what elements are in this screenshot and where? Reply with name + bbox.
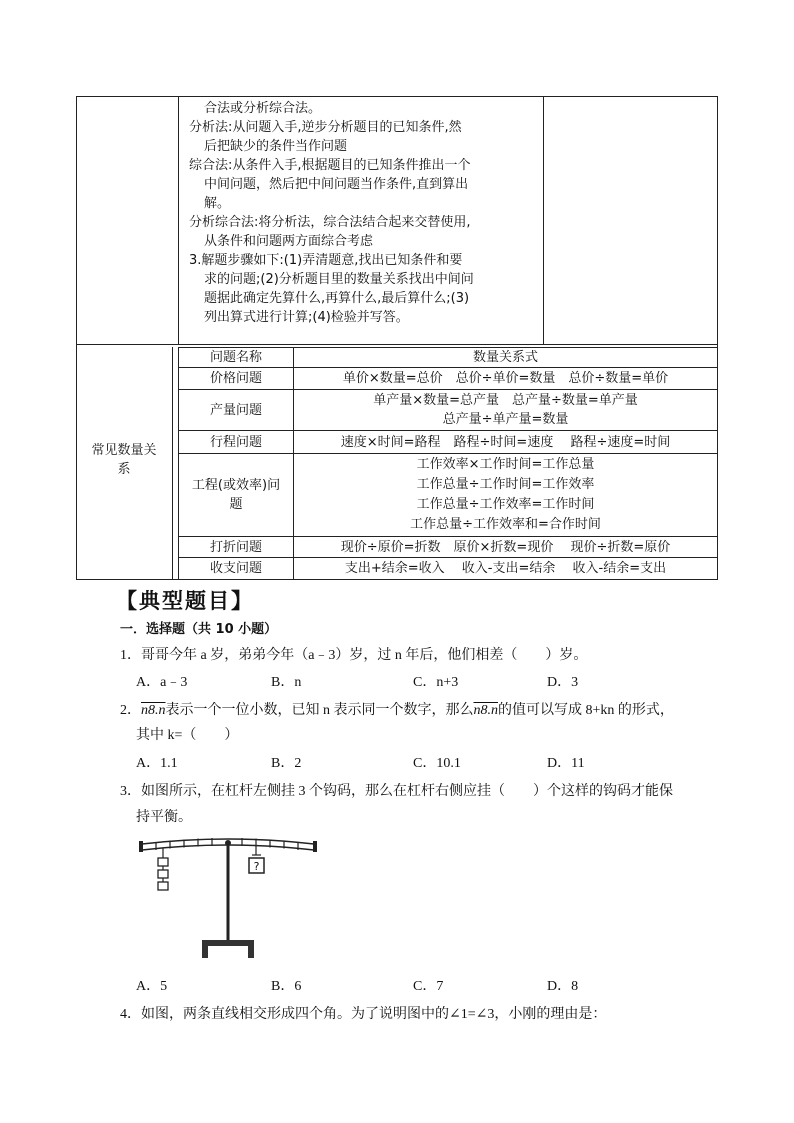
question-2-option-c[interactable]: C．10.1 [413, 756, 461, 771]
row-output-formula [294, 390, 717, 430]
question-2-middle: 表示一个一位小数，已知 n 表示同一个数字，那么 [165, 703, 474, 718]
section-subtitle: 一．选择题（共 10 小题） [120, 622, 278, 637]
question-3-option-a[interactable]: A．5 [136, 979, 168, 994]
method-line: 中间问题，然后把中间问题当作条件,直到算出 [204, 177, 469, 192]
overlined-number: n8.n [141, 703, 166, 718]
question-3-option-d[interactable]: D．8 [547, 979, 579, 994]
row-work-name-line: 工程(或效率)问 [191, 478, 281, 493]
lever-balance-illustration [138, 828, 318, 968]
method-line: 题据此确定先算什么,再算什么,最后算什么;(3) [204, 291, 470, 306]
method-line: 从条件和问题两方面综合考虑 [204, 234, 374, 249]
question-2-option-d[interactable]: D．11 [547, 756, 585, 771]
method-line: 分析法:从问题入手,逆步分析题目的已知条件,然 [189, 120, 462, 135]
row-income-formula: 支出+结余=收入 收入-支出=结余 收入-结余=支出 [344, 561, 667, 576]
method-line: 列出算式进行计算;(4)检验并写答。 [204, 310, 409, 325]
method-text-block [186, 99, 542, 327]
row-travel-formula: 速度×时间=路程 路程÷时间=速度 路程÷速度=时间 [340, 434, 671, 450]
row-work-formula [294, 454, 717, 536]
row-travel-name: 行程问题 [209, 434, 262, 450]
question-3-stem-line2: 持平衡。 [136, 810, 192, 825]
overlined-number: n8.n [473, 703, 498, 718]
formula-line: 单产量×数量=总产量 总产量÷数量=单产量 [373, 393, 638, 408]
question-2-suffix: 的值可以写成 8+kn 的形式， [498, 703, 674, 718]
side-label-line: 系 [117, 462, 131, 477]
section-title: 【典型题目】 [116, 589, 254, 613]
question-2-stem-line2: 其中 k=（ ） [136, 728, 239, 743]
method-line: 综合法:从条件入手,根据题目的已知条件推出一个 [189, 158, 471, 173]
method-line: 求的问题;(2)分析题目里的数量关系找出中间问 [204, 272, 474, 287]
row-output-name: 产量问题 [209, 402, 262, 418]
row-income-name: 收支问题 [209, 561, 262, 576]
row-price-formula: 单价×数量=总价 总价÷单价=数量 总价÷数量=单价 [342, 371, 669, 386]
question-1-stem: 1．哥哥今年 a 岁，弟弟今年（a﹣3）岁，过 n 年后，他们相差（ ）岁。 [120, 648, 588, 663]
row-work-name-line: 题 [229, 497, 243, 512]
row-price-name: 价格问题 [209, 371, 262, 386]
formula-line: 工作总量÷工作效率=工作时间 [416, 497, 595, 512]
question-1-option-b[interactable]: B．n [271, 675, 302, 690]
method-line: 合法或分析综合法。 [204, 101, 322, 116]
question-4-stem: 4．如图，两条直线相交形成四个角。为了说明图中的∠1=∠3，小刚的理由是： [120, 1007, 607, 1022]
formula-line: 工作效率×工作时间=工作总量 [416, 457, 595, 472]
question-2-option-b[interactable]: B．2 [271, 756, 302, 771]
method-line: 3.解题步骤如下:(1)弄清题意,找出已知条件和要 [189, 253, 463, 268]
svg-text:?: ? [253, 860, 260, 873]
question-1-option-a[interactable]: A．a﹣3 [136, 675, 188, 690]
row-discount-name: 打折问题 [209, 539, 262, 555]
relations-side-label [78, 440, 170, 480]
formula-line: 总产量÷单产量=数量 [442, 412, 569, 427]
formula-line: 工作总量÷工作效率和=合作时间 [410, 517, 601, 532]
header-formula: 数量关系式 [472, 350, 538, 365]
question-2-stem [120, 699, 674, 719]
question-3-stem: 3．如图所示，在杠杆左侧挂 3 个钩码，那么在杠杆右侧应挂（ ）个这样的钩码才能保 [120, 784, 673, 799]
question-1-option-c[interactable]: C．n+3 [413, 675, 459, 690]
side-label-line: 常见数量关 [91, 443, 157, 458]
header-problem-name: 问题名称 [209, 350, 262, 365]
row-work-name [179, 454, 293, 536]
question-1-option-d[interactable]: D．3 [547, 675, 579, 690]
method-line: 分析综合法:将分析法，综合法结合起来交替使用, [189, 215, 471, 230]
question-3-option-b[interactable]: B．6 [271, 979, 302, 994]
question-2-prefix: 2． [120, 703, 141, 718]
question-2-option-a[interactable]: A．1.1 [136, 756, 178, 771]
row-discount-formula: 现价÷原价=折数 原价×折数=现价 现价÷折数=原价 [340, 539, 671, 555]
formula-line: 工作总量÷工作时间=工作效率 [416, 477, 595, 492]
question-3-option-c[interactable]: C．7 [413, 979, 444, 994]
method-line: 解。 [204, 196, 231, 211]
method-line: 后把缺少的条件当作问题 [204, 139, 348, 154]
